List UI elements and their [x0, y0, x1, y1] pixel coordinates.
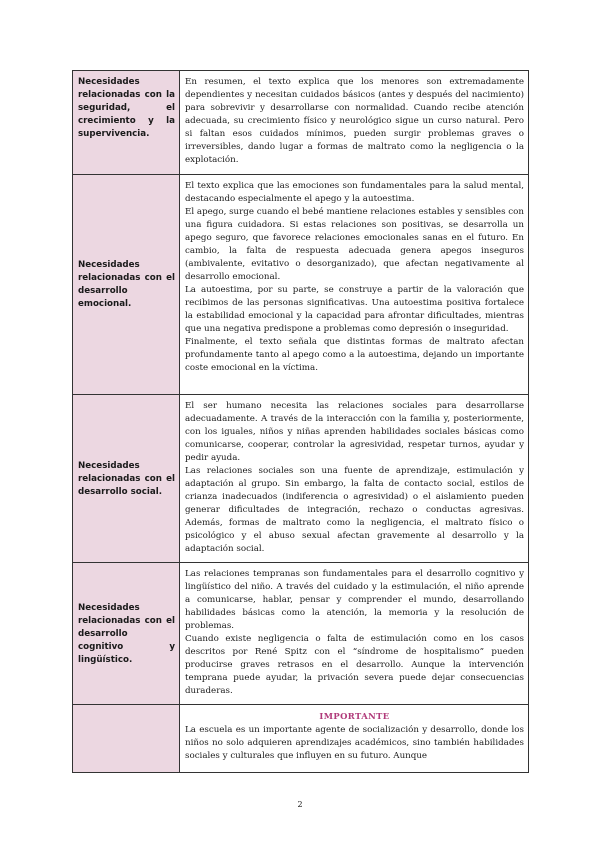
- row-text-cell: [180, 175, 529, 395]
- page-number: 2: [297, 800, 303, 809]
- paragraph: En resumen, el texto explica que los menores son extremadamente dependientes y necesitan cuidados básicos (antes y después del nacimiento) para sobrevivir y desarrollarse con normalidad. Cuando recibe atención adecuada, su crecimiento físico y neurológico sigue un curso natural. Pero si faltan esos cuidados mínimos, pueden surgir problemas graves o irreversibles, dando lugar a formas de maltrato como la negligencia o la explotación.: [185, 77, 524, 165]
- table-row: [73, 175, 529, 395]
- paragraph: El texto explica que las emociones son fundamentales para la salud mental, destacando especialmente el apego y la autoestima.: [185, 181, 524, 204]
- paragraph: La autoestima, por su parte, se construye a partir de la valoración que recibimos de las personas significativas. Una autoestima positiva fortalece la estabilidad emocional y la capacidad para afrontar dificultades, mientras que una negativa predispone a problemas como depresión o inseguridad.: [185, 285, 524, 334]
- needs-table: [72, 70, 529, 773]
- paragraph: El ser humano necesita las relaciones sociales para desarrollarse adecuadamente. A través de la interacción con la familia y, posteriormente, con los iguales, niños y niñas aprenden habilidades sociales básicas como comunicarse, cooperar, controlar la agresividad, respetar turnos, ayudar y pedir ayuda.: [185, 401, 524, 463]
- row-category-cell: Necesidades relacionadas con el desarrollo emocional.: [73, 175, 180, 395]
- row-text-cell: [180, 705, 529, 773]
- table-row: [73, 395, 529, 563]
- important-heading: IMPORTANTE: [319, 711, 390, 721]
- paragraph: La escuela es un importante agente de socialización y desarrollo, donde los niños no solo adquieren aprendizajes académicos, sino también habilidades sociales y culturales que influyen en su futuro. Aunque: [185, 725, 524, 761]
- table-row: [73, 705, 529, 773]
- row-category-cell: Necesidades relacionadas con el desarrollo cognitivo y lingüístico.: [73, 563, 180, 705]
- row-category-cell: [73, 705, 180, 773]
- row-text-cell: [180, 71, 529, 175]
- paragraph: El apego, surge cuando el bebé mantiene relaciones estables y sensibles con una figura cuidadora. Si estas relaciones son positivas, se desarrolla un apego seguro, que favorece relaciones emocionales sanas en el futuro. En cambio, la falta de respuesta adecuada genera apegos inseguros (ambivalente, evitativo o desorganizado), que afectan negativamente al desarrollo emocional.: [185, 207, 524, 282]
- row-text-cell: [180, 395, 529, 563]
- row-text-cell: [180, 563, 529, 705]
- paragraph: Las relaciones tempranas son fundamentales para el desarrollo cognitivo y lingüístico del niño. A través del cuidado y la estimulación, el niño aprende a comunicarse, hablar, pensar y comprender el mundo, desarrollando habilidades básicas como la atención, la memoria y la resolución de problemas.: [185, 569, 524, 631]
- paragraph: Cuando existe negligencia o falta de estimulación como en los casos descritos por René Spitz con el “síndrome de hospitalismo” pueden producirse graves retrasos en el desarrollo. Aunque la intervención temprana puede ayudar, la privación severa puede dejar consecuencias duraderas.: [185, 634, 524, 696]
- paragraph: Las relaciones sociales son una fuente de aprendizaje, estimulación y adaptación al grupo. Sin embargo, la falta de contacto social, estilos de crianza inadecuados (indiferencia o agresividad) o el aislamiento pueden generar dificultades de integración, rechazo o conductas agresivas. Además, formas de maltrato como la negligencia, el maltrato físico o psicológico y el abuso sexual afectan gravemente al desarrollo y la adaptación social.: [185, 466, 524, 554]
- table-row: [73, 71, 529, 175]
- paragraph: Finalmente, el texto señala que distintas formas de maltrato afectan profundamente tanto al apego como a la autoestima, dejando un importante coste emocional en la víctima.: [185, 337, 524, 373]
- row-category-cell: Necesidades relacionadas con la seguridad, el crecimiento y la supervivencia.: [73, 71, 180, 175]
- row-category-cell: Necesidades relacionadas con el desarrollo social.: [73, 395, 180, 563]
- table-row: [73, 563, 529, 705]
